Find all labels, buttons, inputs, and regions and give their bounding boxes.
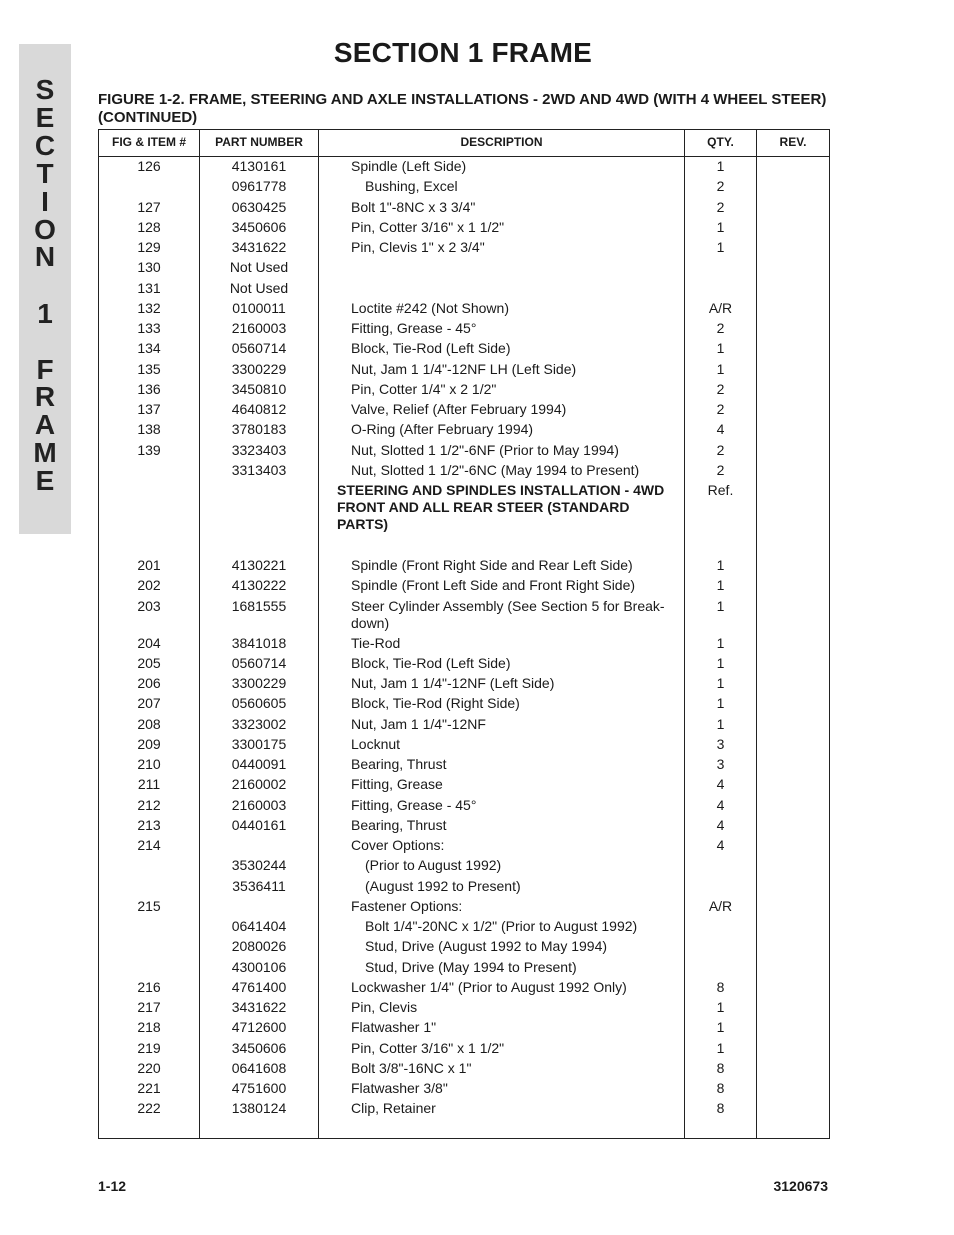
part-number: 0560605: [231, 695, 287, 712]
item-number: 134: [137, 340, 161, 357]
side-tab-letter: R: [34, 381, 56, 412]
part-number: 4130222: [231, 577, 287, 594]
description: Bolt 1/4"-20NC x 1/2" (Prior to August 1992): [365, 918, 638, 934]
item-number: 212: [137, 796, 161, 813]
part-number: 3300229: [231, 360, 287, 377]
part-number: 3313403: [231, 461, 287, 478]
description: Pin, Clevis: [351, 999, 418, 1015]
item-number: 135: [137, 360, 161, 377]
description: Spindle (Left Side): [351, 158, 467, 174]
quantity: 1: [716, 715, 725, 732]
quantity: 4: [716, 796, 725, 813]
quantity: 3: [716, 756, 725, 772]
quantity: 8: [716, 978, 725, 995]
part-number: 3450606: [231, 218, 287, 235]
description: Pin, Cotter 1/4" x 2 1/2": [351, 380, 497, 397]
item-number: 203: [137, 597, 161, 614]
description: Fitting, Grease: [351, 776, 443, 793]
item-number: 213: [137, 816, 161, 833]
description: Cover Options:: [351, 837, 445, 853]
description: (August 1992 to Present): [365, 877, 521, 894]
description: Pin, Clevis 1" x 2 3/4": [351, 239, 485, 255]
description: Valve, Relief (After February 1994): [351, 401, 567, 417]
description: Stud, Drive (August 1992 to May 1994): [365, 938, 608, 955]
header-fig-item: FIG & ITEM #: [111, 135, 186, 149]
description: O-Ring (After February 1994): [351, 421, 534, 438]
quantity: 2: [716, 380, 725, 397]
part-number: 1380124: [231, 1100, 287, 1117]
item-number: 215: [137, 897, 161, 914]
item-number: 202: [137, 577, 161, 594]
item-number: 138: [137, 421, 161, 438]
quantity: 1: [716, 654, 725, 671]
quantity: 4: [716, 816, 725, 833]
description: Nut, Jam 1 1/4"-12NF: [351, 715, 486, 732]
quantity: 1: [716, 239, 725, 255]
quantity: 1: [716, 557, 725, 573]
item-number: 131: [137, 279, 161, 296]
part-number: 3536411: [232, 877, 286, 894]
description: Bearing, Thrust: [351, 756, 447, 772]
item-number: 221: [137, 1080, 161, 1096]
side-tab-letter: E: [35, 465, 55, 496]
quantity: 2: [716, 198, 725, 215]
quantity: 1: [716, 158, 725, 174]
part-number: 0560714: [231, 340, 287, 357]
part-number: Not Used: [229, 279, 289, 296]
item-number: 208: [137, 715, 161, 732]
quantity: 1: [716, 218, 725, 235]
item-number: 210: [137, 756, 161, 772]
quantity: 4: [716, 776, 725, 793]
part-number: 3431622: [231, 999, 287, 1015]
quantity: A/R: [708, 299, 733, 316]
item-number: 127: [137, 198, 161, 215]
item-number: 132: [137, 299, 161, 316]
description: Block, Tie-Rod (Right Side): [351, 695, 520, 712]
item-number: 218: [137, 1019, 161, 1036]
side-tab-letter: O: [34, 214, 56, 245]
item-number: 129: [137, 239, 161, 255]
side-tab-letter: F: [36, 354, 54, 385]
description: Nut, Slotted 1 1/2"-6NF (Prior to May 1994): [351, 441, 619, 458]
item-number: 214: [137, 837, 161, 853]
item-number: 204: [137, 634, 161, 651]
description: Pin, Cotter 3/16" x 1 1/2": [351, 218, 505, 235]
description: Loctite #242 (Not Shown): [351, 299, 509, 316]
item-number: 139: [137, 441, 161, 458]
quantity: Ref.: [707, 482, 734, 498]
header-qty: QTY.: [707, 135, 734, 149]
quantity: 8: [716, 1100, 725, 1117]
description: Fitting, Grease - 45°: [351, 320, 477, 336]
part-number: 1681555: [231, 597, 287, 614]
part-number: 0100011: [232, 299, 286, 316]
parts-table: [98, 129, 830, 1139]
part-number: 4130161: [231, 158, 287, 174]
description: Tie-Rod: [351, 634, 401, 651]
part-number: 0630425: [231, 198, 287, 215]
part-number: Not Used: [229, 259, 289, 276]
quantity: 8: [716, 1059, 725, 1076]
part-number: 3300175: [231, 735, 287, 752]
quantity: 1: [716, 597, 725, 614]
description: STEERING AND SPINDLES INSTALLATION - 4WD FRONT AND ALL REAR STEER (STANDARD PARTS): [337, 482, 665, 532]
item-number: 201: [137, 557, 161, 573]
part-number: 4130221: [231, 557, 287, 573]
part-number: 2080026: [231, 938, 287, 955]
description: Steer Cylinder Assembly (See Section 5 for Break-down): [351, 597, 665, 631]
part-number: 0641608: [231, 1059, 287, 1076]
quantity: 2: [716, 178, 725, 195]
part-number: 4751600: [231, 1080, 287, 1096]
description: Lockwasher 1/4" (Prior to August 1992 Only): [351, 978, 627, 995]
description: Nut, Jam 1 1/4"-12NF (Left Side): [351, 675, 555, 691]
description: Bearing, Thrust: [351, 816, 447, 833]
quantity: 2: [716, 441, 725, 458]
quantity: 1: [716, 634, 725, 651]
item-number: 206: [137, 675, 161, 691]
header-description: DESCRIPTION: [460, 135, 543, 149]
part-number: 3841018: [231, 634, 287, 651]
document-number: 3120673: [773, 1178, 828, 1194]
description: (Prior to August 1992): [365, 857, 502, 874]
description: Bolt 1"-8NC x 3 3/4": [351, 198, 476, 215]
side-tab-letter: E: [35, 102, 55, 133]
description: Flatwasher 3/8": [351, 1080, 448, 1096]
side-tab-letter: T: [36, 158, 54, 189]
part-number: 3431622: [231, 239, 287, 255]
column-divider: [318, 130, 319, 1138]
part-number: 0440161: [231, 816, 287, 833]
quantity: A/R: [708, 897, 733, 914]
item-number: 219: [137, 1039, 161, 1056]
side-tab-letter: 1: [37, 298, 53, 329]
part-number: 0641404: [231, 918, 287, 934]
description: Bolt 3/8"-16NC x 1": [351, 1059, 472, 1076]
description: Spindle (Front Left Side and Front Right Side): [351, 577, 636, 594]
part-number: 0560714: [231, 654, 287, 671]
description: Nut, Jam 1 1/4"-12NF LH (Left Side): [351, 360, 577, 377]
quantity: 1: [716, 577, 725, 594]
section-side-tab: [19, 44, 71, 534]
quantity: 1: [716, 1019, 725, 1036]
item-number: 133: [137, 320, 161, 336]
quantity: 2: [716, 401, 725, 417]
item-number: 205: [137, 654, 161, 671]
side-tab-letter: I: [41, 186, 49, 217]
side-tab-letter: M: [33, 437, 57, 468]
item-number: 137: [137, 401, 161, 417]
description: Pin, Cotter 3/16" x 1 1/2": [351, 1039, 505, 1056]
quantity: 4: [716, 837, 725, 853]
description: Block, Tie-Rod (Left Side): [351, 654, 511, 671]
item-number: 211: [137, 776, 161, 793]
item-number: 126: [137, 158, 161, 174]
quantity: 1: [716, 1039, 725, 1056]
column-divider: [756, 130, 757, 1138]
part-number: 4640812: [231, 401, 287, 417]
description: Fitting, Grease - 45°: [351, 796, 477, 813]
description: Fastener Options:: [351, 897, 463, 914]
page-number: 1-12: [98, 1178, 127, 1194]
part-number: 0961778: [231, 178, 287, 195]
part-number: 3323002: [231, 715, 287, 732]
quantity: 1: [716, 675, 725, 691]
description: Bushing, Excel: [365, 178, 458, 195]
quantity: 2: [716, 461, 725, 478]
part-number: 4300106: [231, 958, 287, 975]
quantity: 3: [716, 735, 725, 752]
description: Locknut: [351, 735, 401, 752]
quantity: 8: [716, 1080, 725, 1096]
quantity: 2: [716, 320, 725, 336]
header-part-number: PART NUMBER: [215, 135, 303, 149]
side-tab-letter: C: [34, 130, 56, 161]
part-number: 4712600: [231, 1019, 287, 1036]
item-number: 222: [137, 1100, 161, 1117]
item-number: 209: [137, 735, 161, 752]
part-number: 3780183: [231, 421, 287, 438]
item-number: 130: [137, 259, 161, 276]
part-number: 3300229: [231, 675, 287, 691]
description: Clip, Retainer: [351, 1100, 436, 1117]
quantity: 1: [716, 360, 725, 377]
part-number: 3323403: [231, 441, 287, 458]
quantity: 1: [716, 340, 725, 357]
item-number: 128: [137, 218, 161, 235]
page-title: SECTION 1 FRAME: [333, 37, 593, 68]
side-tab-letter: N: [34, 241, 56, 272]
side-tab-letter: A: [34, 409, 56, 440]
part-number: 3450606: [231, 1039, 287, 1056]
side-tab-letter: S: [35, 74, 55, 105]
quantity: 4: [716, 421, 725, 438]
quantity: 1: [716, 999, 725, 1015]
header-rev: REV.: [779, 135, 807, 149]
description: Spindle (Front Right Side and Rear Left Side): [351, 557, 633, 573]
description: Nut, Slotted 1 1/2"-6NC (May 1994 to Present): [351, 461, 640, 478]
item-number: 207: [137, 695, 161, 712]
item-number: 216: [137, 978, 161, 995]
item-number: 217: [137, 999, 161, 1015]
part-number: 0440091: [231, 756, 287, 772]
description: Block, Tie-Rod (Left Side): [351, 340, 511, 357]
item-number: 220: [137, 1059, 161, 1076]
part-number: 3450810: [231, 380, 287, 397]
part-number: 4761400: [231, 978, 287, 995]
part-number: 2160002: [231, 776, 287, 793]
item-number: 136: [137, 380, 161, 397]
description: Stud, Drive (May 1994 to Present): [365, 958, 577, 975]
figure-title: FIGURE 1-2. FRAME, STEERING AND AXLE INSTALLATIONS - 2WD AND 4WD (WITH 4 WHEEL STEER) (CONTINUED): [98, 91, 827, 126]
header-divider: [99, 156, 829, 157]
description: Flatwasher 1": [351, 1019, 437, 1036]
part-number: 2160003: [231, 320, 287, 336]
part-number: 2160003: [231, 796, 287, 813]
part-number: 3530244: [231, 857, 287, 874]
quantity: 1: [716, 695, 725, 712]
